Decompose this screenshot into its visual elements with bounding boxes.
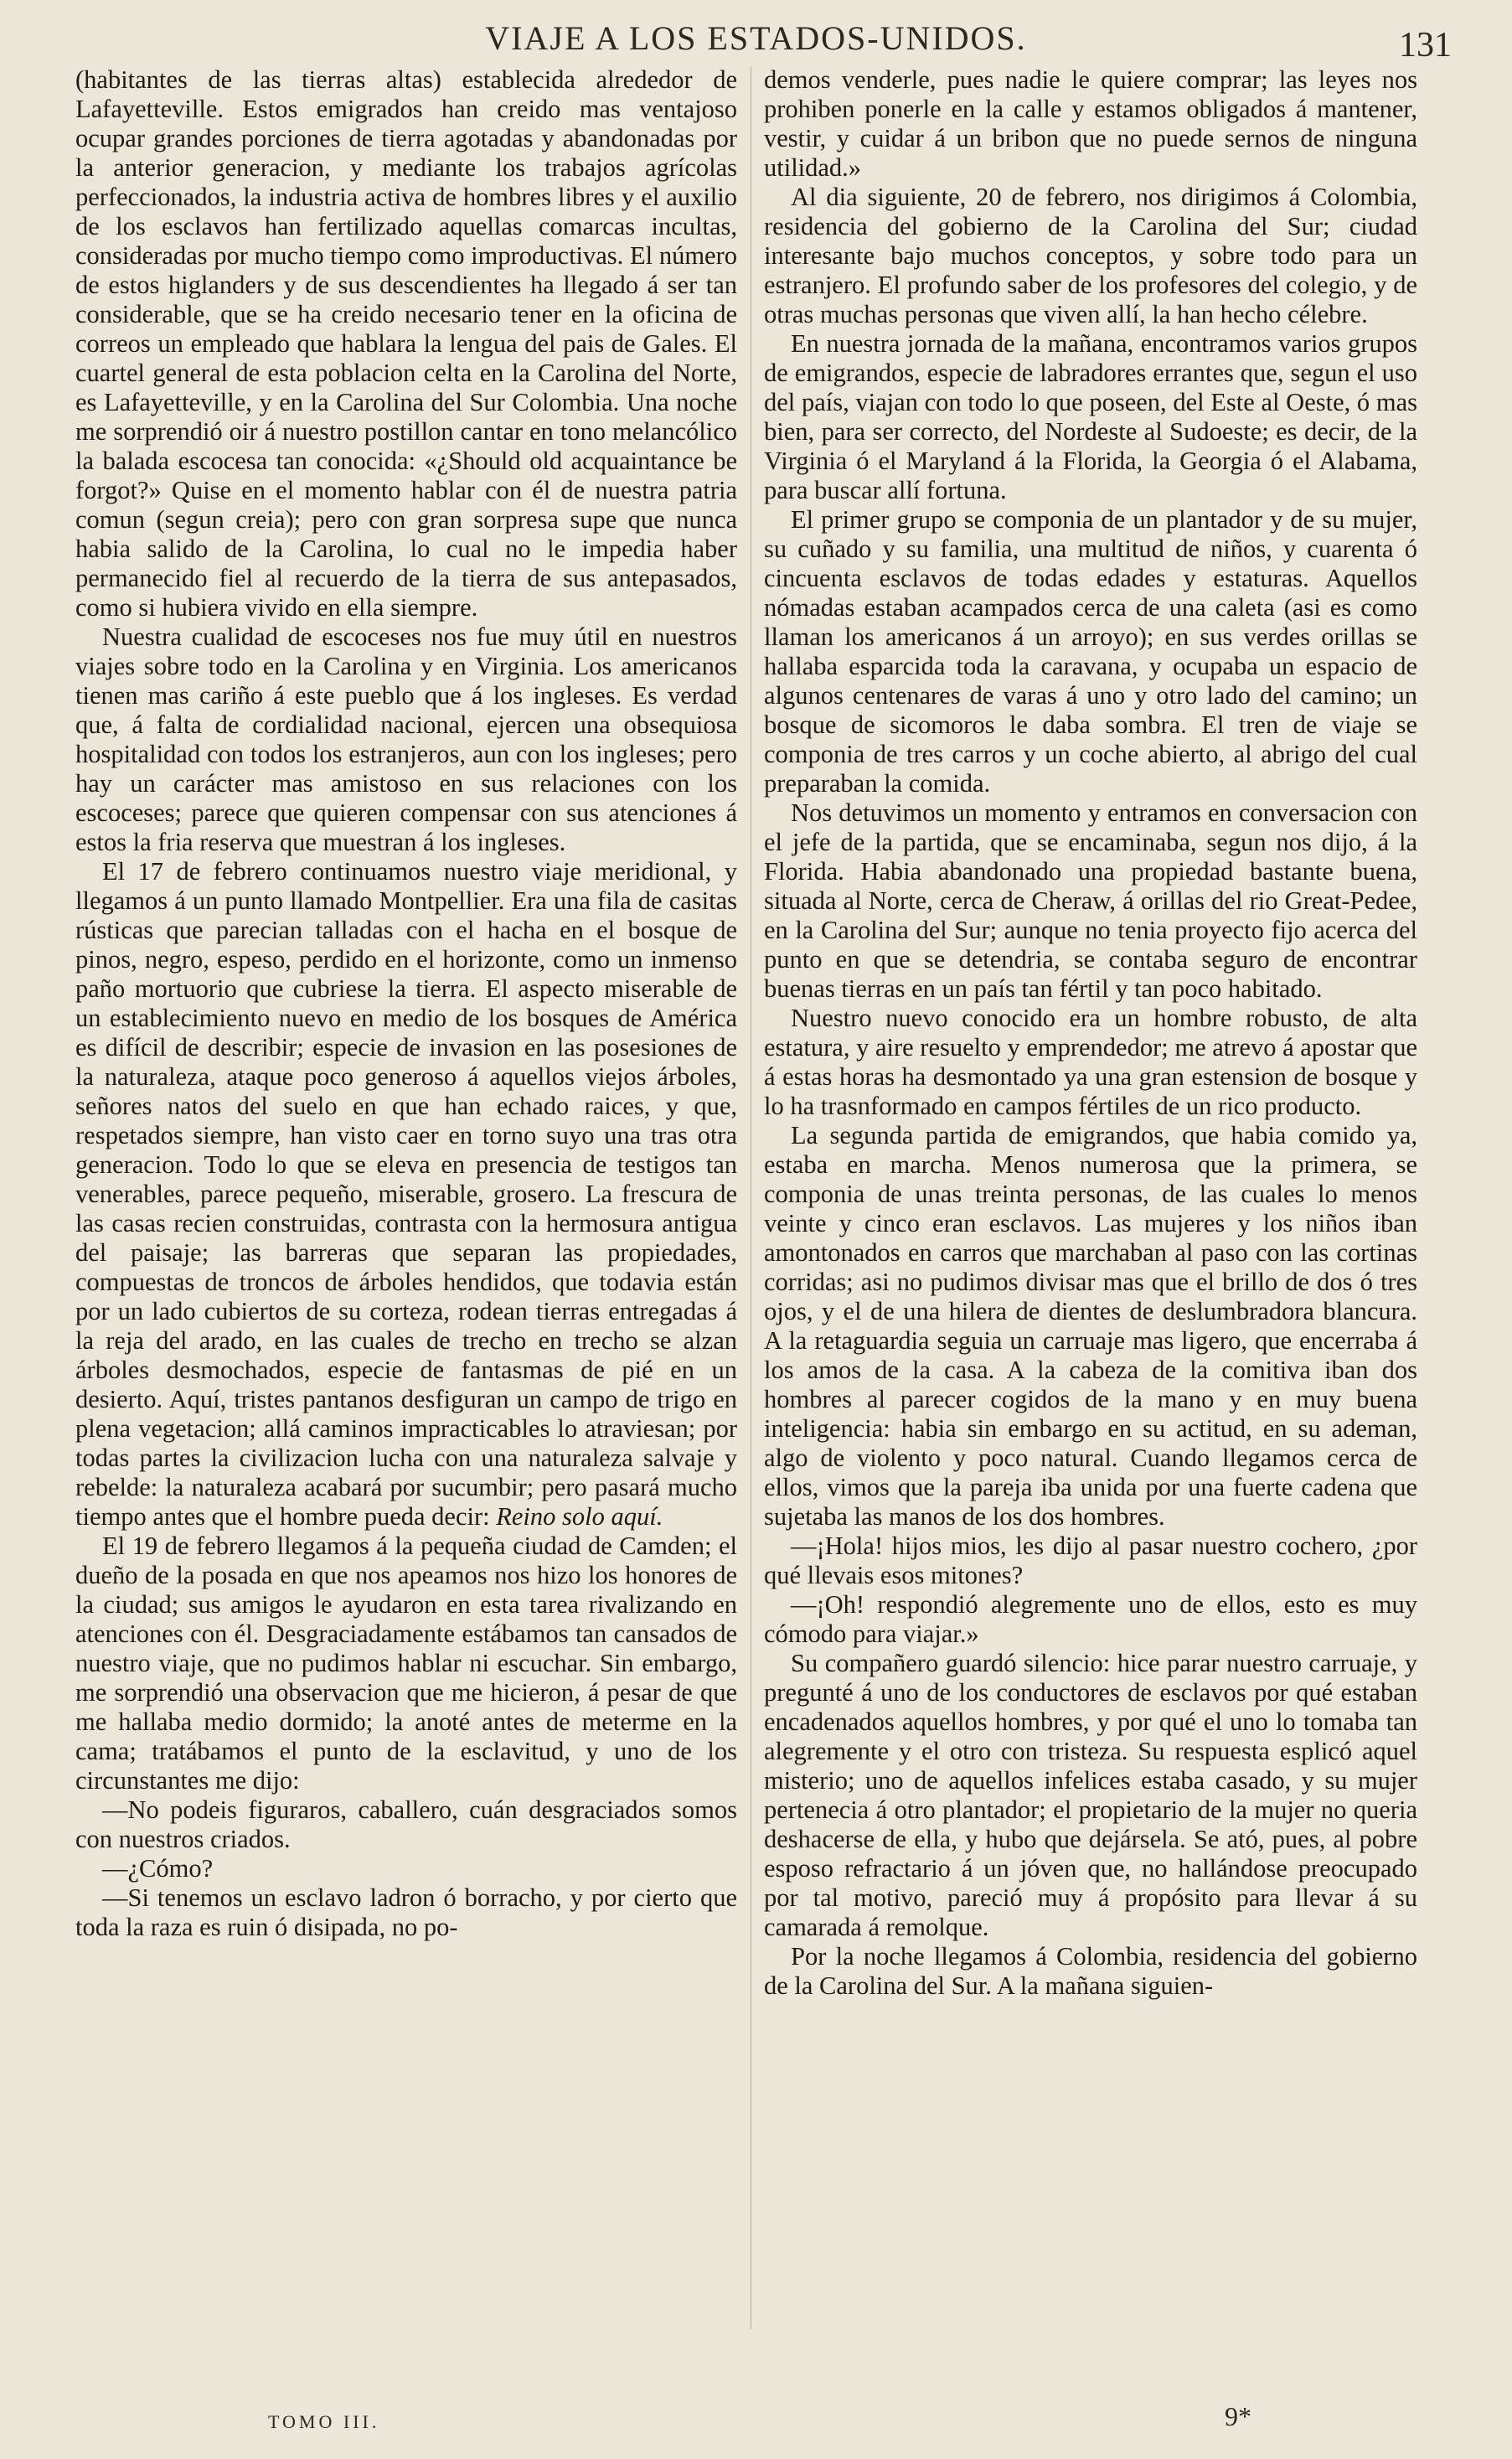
dialogue-line: —¿Cómo? [102,1854,214,1883]
italic-quote: Reino solo aquí. [496,1502,663,1531]
paragraph: Nuestro nuevo conocido era un hombre robusto, de alta estatura, y aire resuelto y emprendedor; me atrevo á apostar que á estas horas ha desmontado ya una gran estension de bosque y lo ha trasnformado en campos fértiles de un rico producto. [764,1004,1417,1120]
paragraph: (habitantes de las tierras altas) establecida alrededor de Lafayetteville. Estos emigrados han creido mas ventajoso ocupar grandes porciones de tierra agotadas y abandonadas por la anterior generacion, y mediante los trabajos agrícolas perfeccionados, la industria activa de hombres libres y el auxilio de los esclavos han fertilizado aquellas comarcas incultas, consideradas por mucho tiempo como improductivas. El número de estos higlanders y de sus descendientes ha llegado á ser tan considerable, que se ha creido necesario tener en la oficina de correos un empleado que hablara la lengua del pais de Gales. El cuartel general de esta poblacion celta en la Carolina del Norte, es Lafayetteville, y en la Carolina del Sur Colombia. Una noche me sorprendió oir á nuestro postillon cantar en tono melancólico la balada escocesa tan conocida: «¿Should old acquaintance be forgot?» Quise en el momento hablar con él de nuestra patria comun (segun creia); pero con gran sorpresa supe que nunca habia salido de la Carolina, lo cual no le impedia haber permanecido fiel al recuerdo de la tierra de sus antepasados, como si hubiera vivido en ella siempre. [75,65,737,622]
paragraph-text: El 17 de febrero continuamos nuestro viaje meridional, y llegamos á un punto llamado Montpellier. Era una fila de casitas rústicas que parecian talladas con el hacha en el bosque de pinos, negro, espeso, perdido en el horizonte, como un inmenso paño mortuorio que cubriese la tierra. El aspecto miserable de un establecimiento nuevo en medio de los bosques de América es difícil de describir; especie de invasion en las posesiones de la naturaleza, ataque poco generoso á aquellos viejos árboles, señores natos del suelo en que han echado raices, y que, respetados siempre, han visto caer en torno suyo una tras otra generacion. Todo lo que se eleva en presencia de testigos tan venerables, parece pequeño, miserable, grosero. La frescura de las casas recien construidas, contrasta con la hermosura antigua del paisaje; las barreras que separan las propiedades, compuestas de troncos de árboles hendidos, que todavia están por un lado cubiertos de su corteza, rodean tierras entregadas á la reja del arado, en las cuales de trecho en trecho se alzan árboles desmochados, especie de fantasmas de pié en un desierto. Aquí, tristes pantanos desfiguran un campo de trigo en plena vegetacion; allá caminos impracticables lo atraviesan; por todas partes la civilizacion lucha con una naturaleza salvaje y rebelde: la naturaleza acabará por sucumbir; pero pasará mucho tiempo antes que el hombre pueda decir: [75,857,737,1531]
dialogue-line: —Si tenemos un esclavo ladron ó borracho, y por cierto que toda la raza es ruin ó disipada, no po- [75,1883,737,1941]
paragraph: Por la noche llegamos á Colombia, residencia del gobierno de la Carolina del Sur. A la mañana siguien- [764,1942,1417,2000]
paragraph: Su compañero guardó silencio: hice parar nuestro carruaje, y pregunté á uno de los conductores de esclavos por qué estaban encadenados aquellos hombres, y por qué el uno lo tomaba tan alegremente y el otro con tristeza. Su respuesta esplicó aquel misterio; uno de aquellos infelices estaba casado, y su mujer pertenecia á otro plantador; el propietario de la mujer no queria deshacerse de ella, y hubo que dejársela. Se ató, pues, al pobre esposo refractario á un jóven que, no hallándose preocupado por tal motivo, pareció muy á propósito para llevar á su camarada á remolque. [764,1649,1417,1941]
volume-label: TOMO III. [268,2411,380,2432]
paragraph: El primer grupo se componia de un plantador y de su mujer, su cuñado y su familia, una multitud de niños, y cuarenta ó cincuenta esclavos de todas edades y estaturas. Aquellos nómadas estaban acampados cerca de una caleta (asi es como llaman los americanos á un arroyo); en sus verdes orillas se hallaba esparcida toda la caravana, y ocupaba un espacio de algunos centenares de varas á uno y otro lado del camino; un bosque de sicomoros le daba sombra. El tren de viaje se componia de tres carros y un coche abierto, al abrigo del cual preparaban la comida. [764,505,1417,798]
left-column [75,65,737,2340]
page-number: 131 [1399,26,1452,65]
dialogue-line: —¡Hola! hijos mios, les dijo al pasar nuestro cochero, ¿por qué llevais esos mitones? [764,1532,1417,1589]
paragraph: Nuestra cualidad de escoceses nos fue muy útil en nuestros viajes sobre todo en la Carolina y en Virginia. Los americanos tienen mas cariño á este pueblo que á los ingleses. Es verdad que, á falta de cordialidad nacional, ejercen una obsequiosa hospitalidad con todos los estranjeros, aun con los ingleses; pero hay un carácter mas amistoso en sus relaciones con los escoceses; parece que quieren compensar con sus atenciones á estos la fria reserva que muestran á los ingleses. [75,622,737,856]
right-column [764,65,1417,2340]
paragraph [75,857,737,1532]
paragraph: El 19 de febrero llegamos á la pequeña ciudad de Camden; el dueño de la posada en que nos apeamos nos hizo los honores de la ciudad; sus amigos le ayudaron en esta tarea rivalizando en atenciones con él. Desgraciadamente estábamos tan cansados de nuestro viaje, que no pudimos hablar ni escuchar. Sin embargo, me sorprendió una observacion que me hicieron, á pesar de que me hallaba medio dormido; la anoté antes de meterme en la cama; tratábamos el punto de la esclavitud, y uno de los circunstantes me dijo: [75,1532,737,1795]
paragraph: Al dia siguiente, 20 de febrero, nos dirigimos á Colombia, residencia del gobierno de la Carolina del Sur; ciudad interesante bajo muchos conceptos, y sobre todo para un estranjero. El profundo saber de los profesores del colegio, y de otras muchas personas que viven allí, la han hecho célebre. [764,183,1417,328]
dialogue-line: —¡Oh! respondió alegremente uno de ellos, esto es muy cómodo para viajar.» [764,1590,1417,1648]
paragraph: En nuestra jornada de la mañana, encontramos varios grupos de emigrandos, especie de labradores errantes que, segun el uso del país, viajan con todo lo que poseen, del Este al Oeste, ó mas bien, para ser correcto, del Nordeste al Sudoeste; es decir, de la Virginia ó el Maryland á la Florida, la Georgia ó el Alabama, para buscar allí fortuna. [764,329,1417,504]
paragraph: La segunda partida de emigrandos, que habia comido ya, estaba en marcha. Menos numerosa que la primera, se componia de unas treinta personas, de las cuales lo menos veinte y cinco eran esclavos. Las mujeres y los niños iban amontonados en carros que marchaban al paso con las cortinas corridas; asi no pudimos divisar mas que el brillo de dos ó tres ojos, y el de una hilera de dientes de deslumbradora blancura. A la retaguardia seguia un carruaje mas ligero, que encerraba á los amos de la casa. A la cabeza de la comitiva iban dos hombres al parecer cogidos de la mano y en muy buena inteligencia: habia sin embargo en su actitud, en su ademan, algo de violento y poco natural. Cuando llegamos cerca de ellos, vimos que la pareja iba unida por una fuerte cadena que sujetaba las manos de los dos hombres. [764,1121,1417,1531]
dialogue-line: —No podeis figuraros, caballero, cuán desgraciados somos con nuestros criados. [75,1795,737,1853]
paragraph: Nos detuvimos un momento y entramos en conversacion con el jefe de la partida, que se encaminaba, segun nos dijo, á la Florida. Habia abandonado una propiedad bastante buena, situada al Norte, cerca de Cheraw, á orillas del rio Great-Pedee, en la Carolina del Sur; aunque no tenia proyecto fijo acerca del punto en que se detendria, se contaba seguro de encontrar buenas tierras en un país tan fértil y tan poco habitado. [764,798,1417,1003]
running-title: VIAJE A LOS ESTADOS-UNIDOS. [485,19,1027,57]
paragraph: demos venderle, pues nadie le quiere comprar; las leyes nos prohiben ponerle en la calle y estamos obligados á mantener, vestir, y cuidar á un bribon que no puede sernos de ninguna utilidad.» [764,65,1417,182]
signature-mark: 9* [1225,2401,1251,2431]
